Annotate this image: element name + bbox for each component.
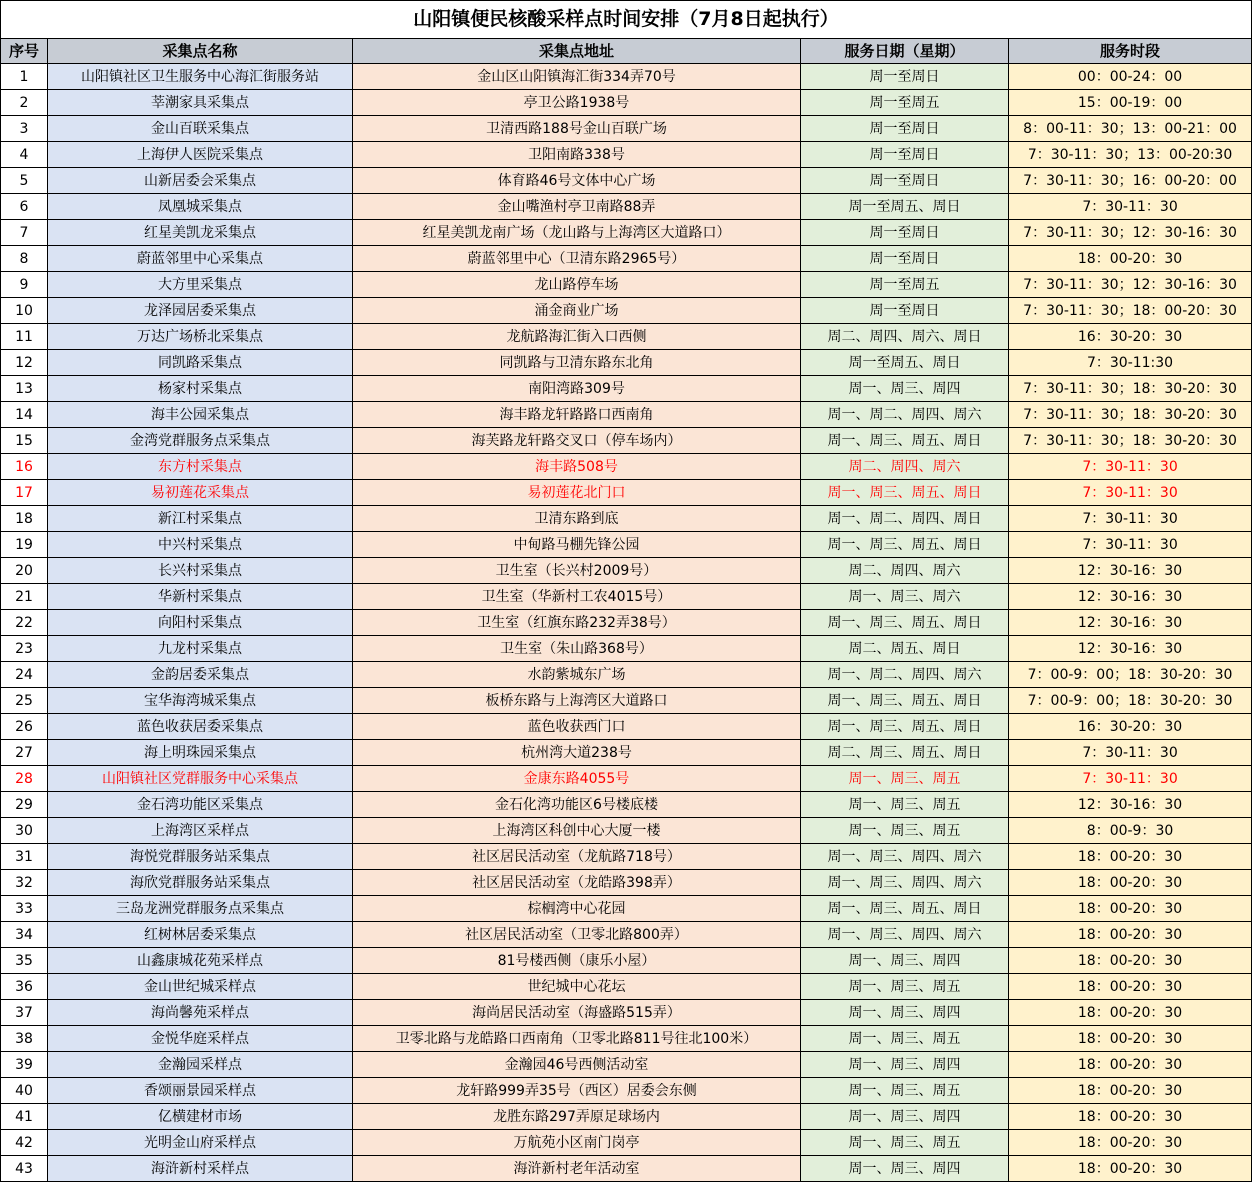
site-name: 东方村采集点 [48, 454, 353, 480]
service-hours: 18：00-20：30 [1009, 1052, 1252, 1078]
site-name: 九龙村采集点 [48, 636, 353, 662]
table-row [1, 1130, 1252, 1156]
row-number: 43 [1, 1156, 48, 1182]
site-name: 山阳镇社区卫生服务中心海汇街服务站 [48, 64, 353, 90]
service-hours: 12：30-16：30 [1009, 636, 1252, 662]
site-address: 蓝色收获西门口 [353, 714, 801, 740]
site-address: 龙胜东路297弄原足球场内 [353, 1104, 801, 1130]
site-address: 卫清东路到底 [353, 506, 801, 532]
site-address: 同凯路与卫清东路东北角 [353, 350, 801, 376]
row-number: 34 [1, 922, 48, 948]
table-row [1, 1000, 1252, 1026]
table-row [1, 480, 1252, 506]
site-address: 龙轩路999弄35号（西区）居委会东侧 [353, 1078, 801, 1104]
service-days: 周一、周三、周五、周日 [801, 480, 1009, 506]
service-hours: 7：30-11：30；12：30-16：30 [1009, 220, 1252, 246]
row-number: 3 [1, 116, 48, 142]
site-address: 卫生室（朱山路368号） [353, 636, 801, 662]
table-row [1, 896, 1252, 922]
site-address: 上海湾区科创中心大厦一楼 [353, 818, 801, 844]
row-number: 21 [1, 584, 48, 610]
table-row [1, 220, 1252, 246]
service-days: 周二、周四、周六、周日 [801, 324, 1009, 350]
service-days: 周二、周四、周六 [801, 454, 1009, 480]
table-row [1, 766, 1252, 792]
site-name: 新江村采集点 [48, 506, 353, 532]
site-name: 金韵居委采集点 [48, 662, 353, 688]
site-address: 金石化湾功能区6号楼底楼 [353, 792, 801, 818]
service-days: 周一、周三、周五、周日 [801, 428, 1009, 454]
row-number: 33 [1, 896, 48, 922]
site-address: 卫清西路188号金山百联广场 [353, 116, 801, 142]
site-name: 海丰公园采集点 [48, 402, 353, 428]
service-days: 周二、周五、周日 [801, 636, 1009, 662]
table-row [1, 376, 1252, 402]
row-number: 36 [1, 974, 48, 1000]
site-address: 海浒新村老年活动室 [353, 1156, 801, 1182]
row-number: 25 [1, 688, 48, 714]
service-hours: 15：00-19：00 [1009, 90, 1252, 116]
table-row [1, 454, 1252, 480]
service-days: 周一、周三、周四、周六 [801, 844, 1009, 870]
site-address: 卫阳南路338号 [353, 142, 801, 168]
service-days: 周一、周三、周五、周日 [801, 532, 1009, 558]
site-name: 金悦华庭采样点 [48, 1026, 353, 1052]
site-address: 万航苑小区南门岗亭 [353, 1130, 801, 1156]
row-number: 13 [1, 376, 48, 402]
service-hours: 7：30-11：30 [1009, 532, 1252, 558]
service-days: 周一、周三、周四 [801, 1156, 1009, 1182]
service-days: 周一、周三、周四 [801, 376, 1009, 402]
service-days: 周一、周三、周五 [801, 974, 1009, 1000]
row-number: 19 [1, 532, 48, 558]
row-number: 41 [1, 1104, 48, 1130]
site-name: 金石湾功能区采集点 [48, 792, 353, 818]
row-number: 39 [1, 1052, 48, 1078]
service-hours: 7：30-11：30 [1009, 480, 1252, 506]
table-row [1, 142, 1252, 168]
table-body [1, 1, 1252, 1182]
table-row [1, 558, 1252, 584]
row-number: 30 [1, 818, 48, 844]
service-hours: 16：30-20：30 [1009, 324, 1252, 350]
site-address: 卫生室（红旗东路232弄38号） [353, 610, 801, 636]
service-days: 周一、周三、周五 [801, 1026, 1009, 1052]
site-name: 向阳村采集点 [48, 610, 353, 636]
table-row [1, 662, 1252, 688]
table-row [1, 64, 1252, 90]
row-number: 1 [1, 64, 48, 90]
row-number: 28 [1, 766, 48, 792]
site-address: 卫零北路与龙皓路口西南角（卫零北路811号往北100米） [353, 1026, 801, 1052]
service-hours: 18：00-20：30 [1009, 246, 1252, 272]
row-number: 26 [1, 714, 48, 740]
table-row [1, 350, 1252, 376]
site-name: 三岛龙洲党群服务点采集点 [48, 896, 353, 922]
table-row [1, 818, 1252, 844]
table-row [1, 428, 1252, 454]
service-days: 周二、周三、周五、周日 [801, 740, 1009, 766]
service-hours: 18：00-20：30 [1009, 1130, 1252, 1156]
site-name: 上海湾区采样点 [48, 818, 353, 844]
service-hours: 7：00-9：00；18：30-20：30 [1009, 688, 1252, 714]
service-days: 周一至周日 [801, 116, 1009, 142]
site-name: 山阳镇社区党群服务中心采集点 [48, 766, 353, 792]
table-row [1, 792, 1252, 818]
row-number: 8 [1, 246, 48, 272]
service-days: 周一、周三、周四 [801, 1104, 1009, 1130]
site-name: 海上明珠园采集点 [48, 740, 353, 766]
row-number: 35 [1, 948, 48, 974]
site-address: 社区居民活动室（卫零北路800弄） [353, 922, 801, 948]
service-hours: 16：30-20：30 [1009, 714, 1252, 740]
site-name: 金瀚园采样点 [48, 1052, 353, 1078]
site-address: 海丰路508号 [353, 454, 801, 480]
service-days: 周一、周三、周四、周六 [801, 870, 1009, 896]
row-number: 23 [1, 636, 48, 662]
site-address: 海尚居民活动室（海盛路515弄） [353, 1000, 801, 1026]
service-days: 周一、周三、周五 [801, 1078, 1009, 1104]
service-days: 周一至周五 [801, 90, 1009, 116]
site-address: 中甸路马棚先锋公园 [353, 532, 801, 558]
header-date: 服务日期（星期） [801, 39, 1009, 64]
table-row [1, 194, 1252, 220]
row-number: 37 [1, 1000, 48, 1026]
site-name: 香颂丽景园采样点 [48, 1078, 353, 1104]
site-address: 亭卫公路1938号 [353, 90, 801, 116]
site-name: 龙泽园居委采集点 [48, 298, 353, 324]
row-number: 22 [1, 610, 48, 636]
row-number: 40 [1, 1078, 48, 1104]
site-address: 卫生室（华新村工农4015号） [353, 584, 801, 610]
row-number: 20 [1, 558, 48, 584]
service-days: 周一、周三、周四 [801, 1000, 1009, 1026]
row-number: 31 [1, 844, 48, 870]
service-hours: 7：30-11：30 [1009, 194, 1252, 220]
table-row [1, 714, 1252, 740]
site-address: 海丰路龙轩路路口西南角 [353, 402, 801, 428]
site-address: 卫生室（长兴村2009号） [353, 558, 801, 584]
service-days: 周一、周三、周五、周日 [801, 896, 1009, 922]
service-days: 周一至周五、周日 [801, 194, 1009, 220]
row-number: 29 [1, 792, 48, 818]
table-row [1, 1156, 1252, 1182]
service-hours: 7：30-11：30 [1009, 506, 1252, 532]
site-name: 宝华海湾城采集点 [48, 688, 353, 714]
site-address: 社区居民活动室（龙航路718号） [353, 844, 801, 870]
site-name: 杨家村采集点 [48, 376, 353, 402]
site-address: 金康东路4055号 [353, 766, 801, 792]
site-name: 亿横建材市场 [48, 1104, 353, 1130]
service-hours: 7：30-11：30；18：30-20：30 [1009, 376, 1252, 402]
row-number: 6 [1, 194, 48, 220]
row-number: 27 [1, 740, 48, 766]
site-address: 易初莲花北门口 [353, 480, 801, 506]
row-number: 2 [1, 90, 48, 116]
site-name: 金湾党群服务点采集点 [48, 428, 353, 454]
table-row [1, 870, 1252, 896]
header-address: 采集点地址 [353, 39, 801, 64]
site-address: 杭州湾大道238号 [353, 740, 801, 766]
table-row [1, 844, 1252, 870]
service-hours: 7：30-11：30；16：00-20：00 [1009, 168, 1252, 194]
site-address: 水韵紫城东广场 [353, 662, 801, 688]
service-hours: 12：30-16：30 [1009, 610, 1252, 636]
service-days: 周二、周四、周六 [801, 558, 1009, 584]
site-name: 中兴村采集点 [48, 532, 353, 558]
row-number: 42 [1, 1130, 48, 1156]
service-days: 周一、周三、周四 [801, 948, 1009, 974]
service-hours: 18：00-20：30 [1009, 870, 1252, 896]
table-row [1, 1104, 1252, 1130]
site-address: 体育路46号文体中心广场 [353, 168, 801, 194]
service-days: 周一至周日 [801, 168, 1009, 194]
service-days: 周一、周三、周五 [801, 766, 1009, 792]
service-days: 周一、周三、周六 [801, 584, 1009, 610]
row-number: 14 [1, 402, 48, 428]
table-row [1, 922, 1252, 948]
service-hours: 18：00-20：30 [1009, 896, 1252, 922]
service-days: 周一、周三、周五 [801, 818, 1009, 844]
table-row [1, 1026, 1252, 1052]
site-name: 红星美凯龙采集点 [48, 220, 353, 246]
service-hours: 7：30-11：30 [1009, 740, 1252, 766]
site-name: 同凯路采集点 [48, 350, 353, 376]
table-row [1, 1052, 1252, 1078]
table-row [1, 688, 1252, 714]
service-hours: 7：30-11：30；18：30-20：30 [1009, 402, 1252, 428]
site-name: 海欣党群服务站采集点 [48, 870, 353, 896]
site-address: 蔚蓝邻里中心（卫清东路2965号） [353, 246, 801, 272]
site-name: 蓝色收获居委采集点 [48, 714, 353, 740]
service-hours: 7：30-11：30；13：00-20:30 [1009, 142, 1252, 168]
service-hours: 18：00-20：30 [1009, 844, 1252, 870]
service-hours: 12：30-16：30 [1009, 792, 1252, 818]
service-days: 周一、周二、周四、周日 [801, 506, 1009, 532]
site-address: 金山嘴渔村亭卫南路88弄 [353, 194, 801, 220]
site-name: 光明金山府采样点 [48, 1130, 353, 1156]
row-number: 12 [1, 350, 48, 376]
service-days: 周一至周日 [801, 298, 1009, 324]
site-name: 蔚蓝邻里中心采集点 [48, 246, 353, 272]
service-hours: 18：00-20：30 [1009, 922, 1252, 948]
header-no: 序号 [1, 39, 48, 64]
site-name: 海尚馨苑采样点 [48, 1000, 353, 1026]
site-name: 金山百联采集点 [48, 116, 353, 142]
service-days: 周一、周二、周四、周六 [801, 402, 1009, 428]
site-address: 棕榈湾中心花园 [353, 896, 801, 922]
table-row [1, 116, 1252, 142]
service-hours: 7：30-11：30；18：30-20：30 [1009, 428, 1252, 454]
site-address: 社区居民活动室（龙皓路398弄） [353, 870, 801, 896]
site-address: 涌金商业广场 [353, 298, 801, 324]
row-number: 32 [1, 870, 48, 896]
row-number: 24 [1, 662, 48, 688]
service-days: 周一、周二、周四、周六 [801, 662, 1009, 688]
service-days: 周一至周五 [801, 272, 1009, 298]
site-name: 莘潮家具采集点 [48, 90, 353, 116]
row-number: 38 [1, 1026, 48, 1052]
table-row [1, 974, 1252, 1000]
row-number: 10 [1, 298, 48, 324]
service-days: 周一、周三、周五、周日 [801, 688, 1009, 714]
table-row [1, 584, 1252, 610]
table-row [1, 948, 1252, 974]
table-row [1, 272, 1252, 298]
sheet-title: 山阳镇便民核酸采样点时间安排（7月8日起执行） [1, 1, 1252, 39]
row-number: 5 [1, 168, 48, 194]
site-name: 海浒新村采样点 [48, 1156, 353, 1182]
site-name: 大方里采集点 [48, 272, 353, 298]
site-address: 海芙路龙轩路交叉口（停车场内） [353, 428, 801, 454]
service-hours: 12：30-16：30 [1009, 558, 1252, 584]
service-hours: 7：30-11：30；12：30-16：30 [1009, 272, 1252, 298]
row-number: 17 [1, 480, 48, 506]
service-days: 周一、周三、周五 [801, 792, 1009, 818]
table-row [1, 298, 1252, 324]
row-number: 9 [1, 272, 48, 298]
service-hours: 18：00-20：30 [1009, 1026, 1252, 1052]
site-name: 凤凰城采集点 [48, 194, 353, 220]
site-name: 海悦党群服务站采集点 [48, 844, 353, 870]
header-time: 服务时段 [1009, 39, 1252, 64]
table-row [1, 506, 1252, 532]
service-days: 周一、周三、周五、周日 [801, 610, 1009, 636]
service-hours: 7：30-11：30；18：00-20：30 [1009, 298, 1252, 324]
site-name: 华新村采集点 [48, 584, 353, 610]
service-hours: 18：00-20：30 [1009, 1078, 1252, 1104]
service-hours: 00：00-24：00 [1009, 64, 1252, 90]
site-address: 红星美凯龙南广场（龙山路与上海湾区大道路口） [353, 220, 801, 246]
site-name: 金山世纪城采样点 [48, 974, 353, 1000]
site-address: 龙山路停车场 [353, 272, 801, 298]
row-number: 16 [1, 454, 48, 480]
service-hours: 7：30-11：30 [1009, 766, 1252, 792]
table-row [1, 636, 1252, 662]
service-hours: 12：30-16：30 [1009, 584, 1252, 610]
service-hours: 7：30-11:30 [1009, 350, 1252, 376]
service-hours: 8：00-11：30；13：00-21：00 [1009, 116, 1252, 142]
service-days: 周一、周三、周五、周日 [801, 714, 1009, 740]
site-address: 81号楼西侧（康乐小屋） [353, 948, 801, 974]
table-row [1, 90, 1252, 116]
site-name: 红树林居委采集点 [48, 922, 353, 948]
service-hours: 18：00-20：30 [1009, 948, 1252, 974]
service-hours: 18：00-20：30 [1009, 974, 1252, 1000]
site-name: 易初莲花采集点 [48, 480, 353, 506]
service-days: 周一、周三、周四 [801, 1052, 1009, 1078]
service-days: 周一至周日 [801, 64, 1009, 90]
service-hours: 18：00-20：30 [1009, 1000, 1252, 1026]
header-row [1, 39, 1252, 64]
site-name: 山新居委会采集点 [48, 168, 353, 194]
service-days: 周一至周五、周日 [801, 350, 1009, 376]
site-name: 长兴村采集点 [48, 558, 353, 584]
row-number: 18 [1, 506, 48, 532]
table-row [1, 168, 1252, 194]
row-number: 4 [1, 142, 48, 168]
service-hours: 8：00-9：30 [1009, 818, 1252, 844]
service-days: 周一、周三、周五 [801, 1130, 1009, 1156]
row-number: 11 [1, 324, 48, 350]
service-days: 周一至周日 [801, 142, 1009, 168]
table-row [1, 246, 1252, 272]
service-hours: 18：00-20：30 [1009, 1156, 1252, 1182]
header-name: 采集点名称 [48, 39, 353, 64]
row-number: 15 [1, 428, 48, 454]
site-name: 万达广场桥北采集点 [48, 324, 353, 350]
site-address: 板桥东路与上海湾区大道路口 [353, 688, 801, 714]
table-row [1, 610, 1252, 636]
service-hours: 7：00-9：00；18：30-20：30 [1009, 662, 1252, 688]
title-row [1, 1, 1252, 39]
site-address: 世纪城中心花坛 [353, 974, 801, 1000]
site-name: 上海伊人医院采集点 [48, 142, 353, 168]
table-row [1, 324, 1252, 350]
site-address: 南阳湾路309号 [353, 376, 801, 402]
service-hours: 18：00-20：30 [1009, 1104, 1252, 1130]
table-row [1, 532, 1252, 558]
service-days: 周一至周日 [801, 220, 1009, 246]
site-address: 龙航路海汇街入口西侧 [353, 324, 801, 350]
table-row [1, 402, 1252, 428]
table-row [1, 1078, 1252, 1104]
table-row [1, 740, 1252, 766]
site-name: 山鑫康城花苑采样点 [48, 948, 353, 974]
site-address: 金瀚园46号西侧活动室 [353, 1052, 801, 1078]
row-number: 7 [1, 220, 48, 246]
site-address: 金山区山阳镇海汇街334弄70号 [353, 64, 801, 90]
service-days: 周一、周三、周四、周六 [801, 922, 1009, 948]
service-days: 周一至周日 [801, 246, 1009, 272]
service-hours: 7：30-11：30 [1009, 454, 1252, 480]
